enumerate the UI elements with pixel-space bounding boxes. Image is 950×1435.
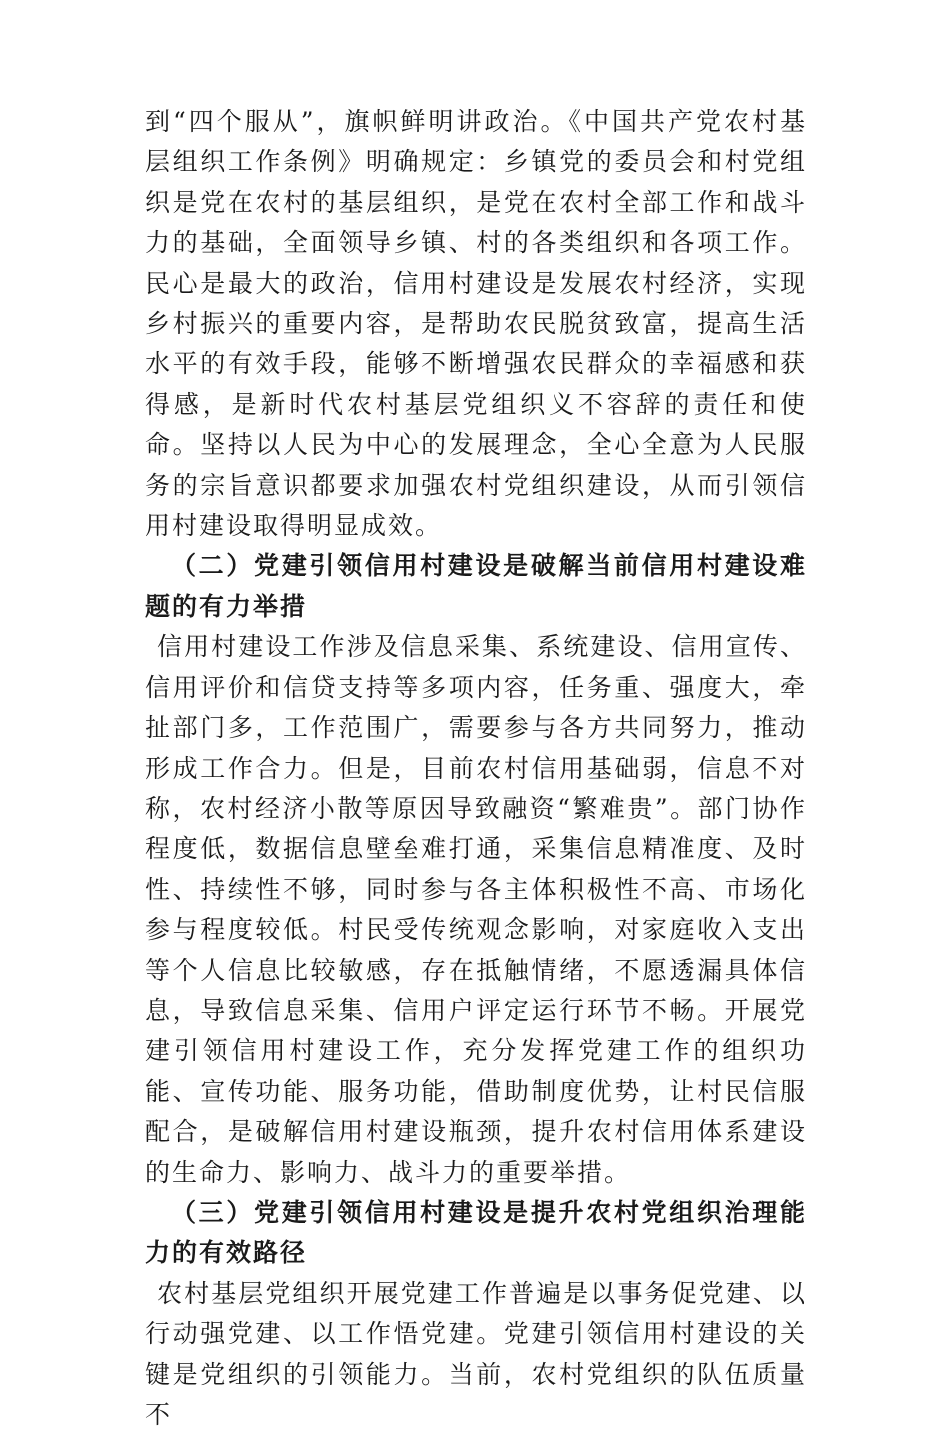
- paragraph-3: 农村基层党组织开展党建工作普遍是以事务促党建、以行动强党建、以工作悟党建。党建引领信用村建设的关键是党组织的引领能力。当前，农村党组织的队伍质量不: [145, 1278, 807, 1429]
- paragraph-1: 到“四个服从”，旗帜鲜明讲政治。《中国共产党农村基层组织工作条例》明确规定：乡镇党的委员会和村党组织是党在农村的基层组织，是党在农村全部工作和战斗力的基础，全面领导乡镇、村的各类组织和各项工作。民心是最大的政治，信用村建设是发展农村经济，实现乡村振兴的重要内容，是帮助农民脱贫致富，提高生活水平的有效手段，能够不断增强农民群众的幸福感和获得感，是新时代农村基层党组织义不容辞的责任和使命。坚持以人民为中心的发展理念，全心全意为人民服务的宗旨意识都要求加强农村党组织建设，从而引领信用村建设取得明显成效。: [145, 107, 807, 541]
- section-heading-3: （三）党建引领信用村建设是提升农村党组织治理能力的有效路径: [145, 1197, 807, 1268]
- section-heading-2: （二）党建引领信用村建设是破解当前信用村建设难题的有力举措: [145, 551, 807, 621]
- document-body: [145, 102, 807, 1435]
- paragraph-2: 信用村建设工作涉及信息采集、系统建设、信用宣传、信用评价和信贷支持等多项内容，任务重、强度大，牵扯部门多，工作范围广，需要参与各方共同努力，推动形成工作合力。但是，目前农村信用基础弱，信息不对称，农村经济小散等原因导致融资“繁难贵”。部门协作程度低，数据信息壁垒难打通，采集信息精准度、及时性、持续性不够，同时参与各主体积极性不高、市场化参与程度较低。村民受传统观念影响，对家庭收入支出等个人信息比较敏感，存在抵触情绪，不愿透漏具体信息，导致信息采集、信用户评定运行环节不畅。开展党建引领信用村建设工作，充分发挥党建工作的组织功能、宣传功能、服务功能，借助制度优势，让村民信服配合，是破解信用村建设瓶颈，提升农村信用体系建设的生命力、影响力、战斗力的重要举措。: [145, 632, 807, 1187]
